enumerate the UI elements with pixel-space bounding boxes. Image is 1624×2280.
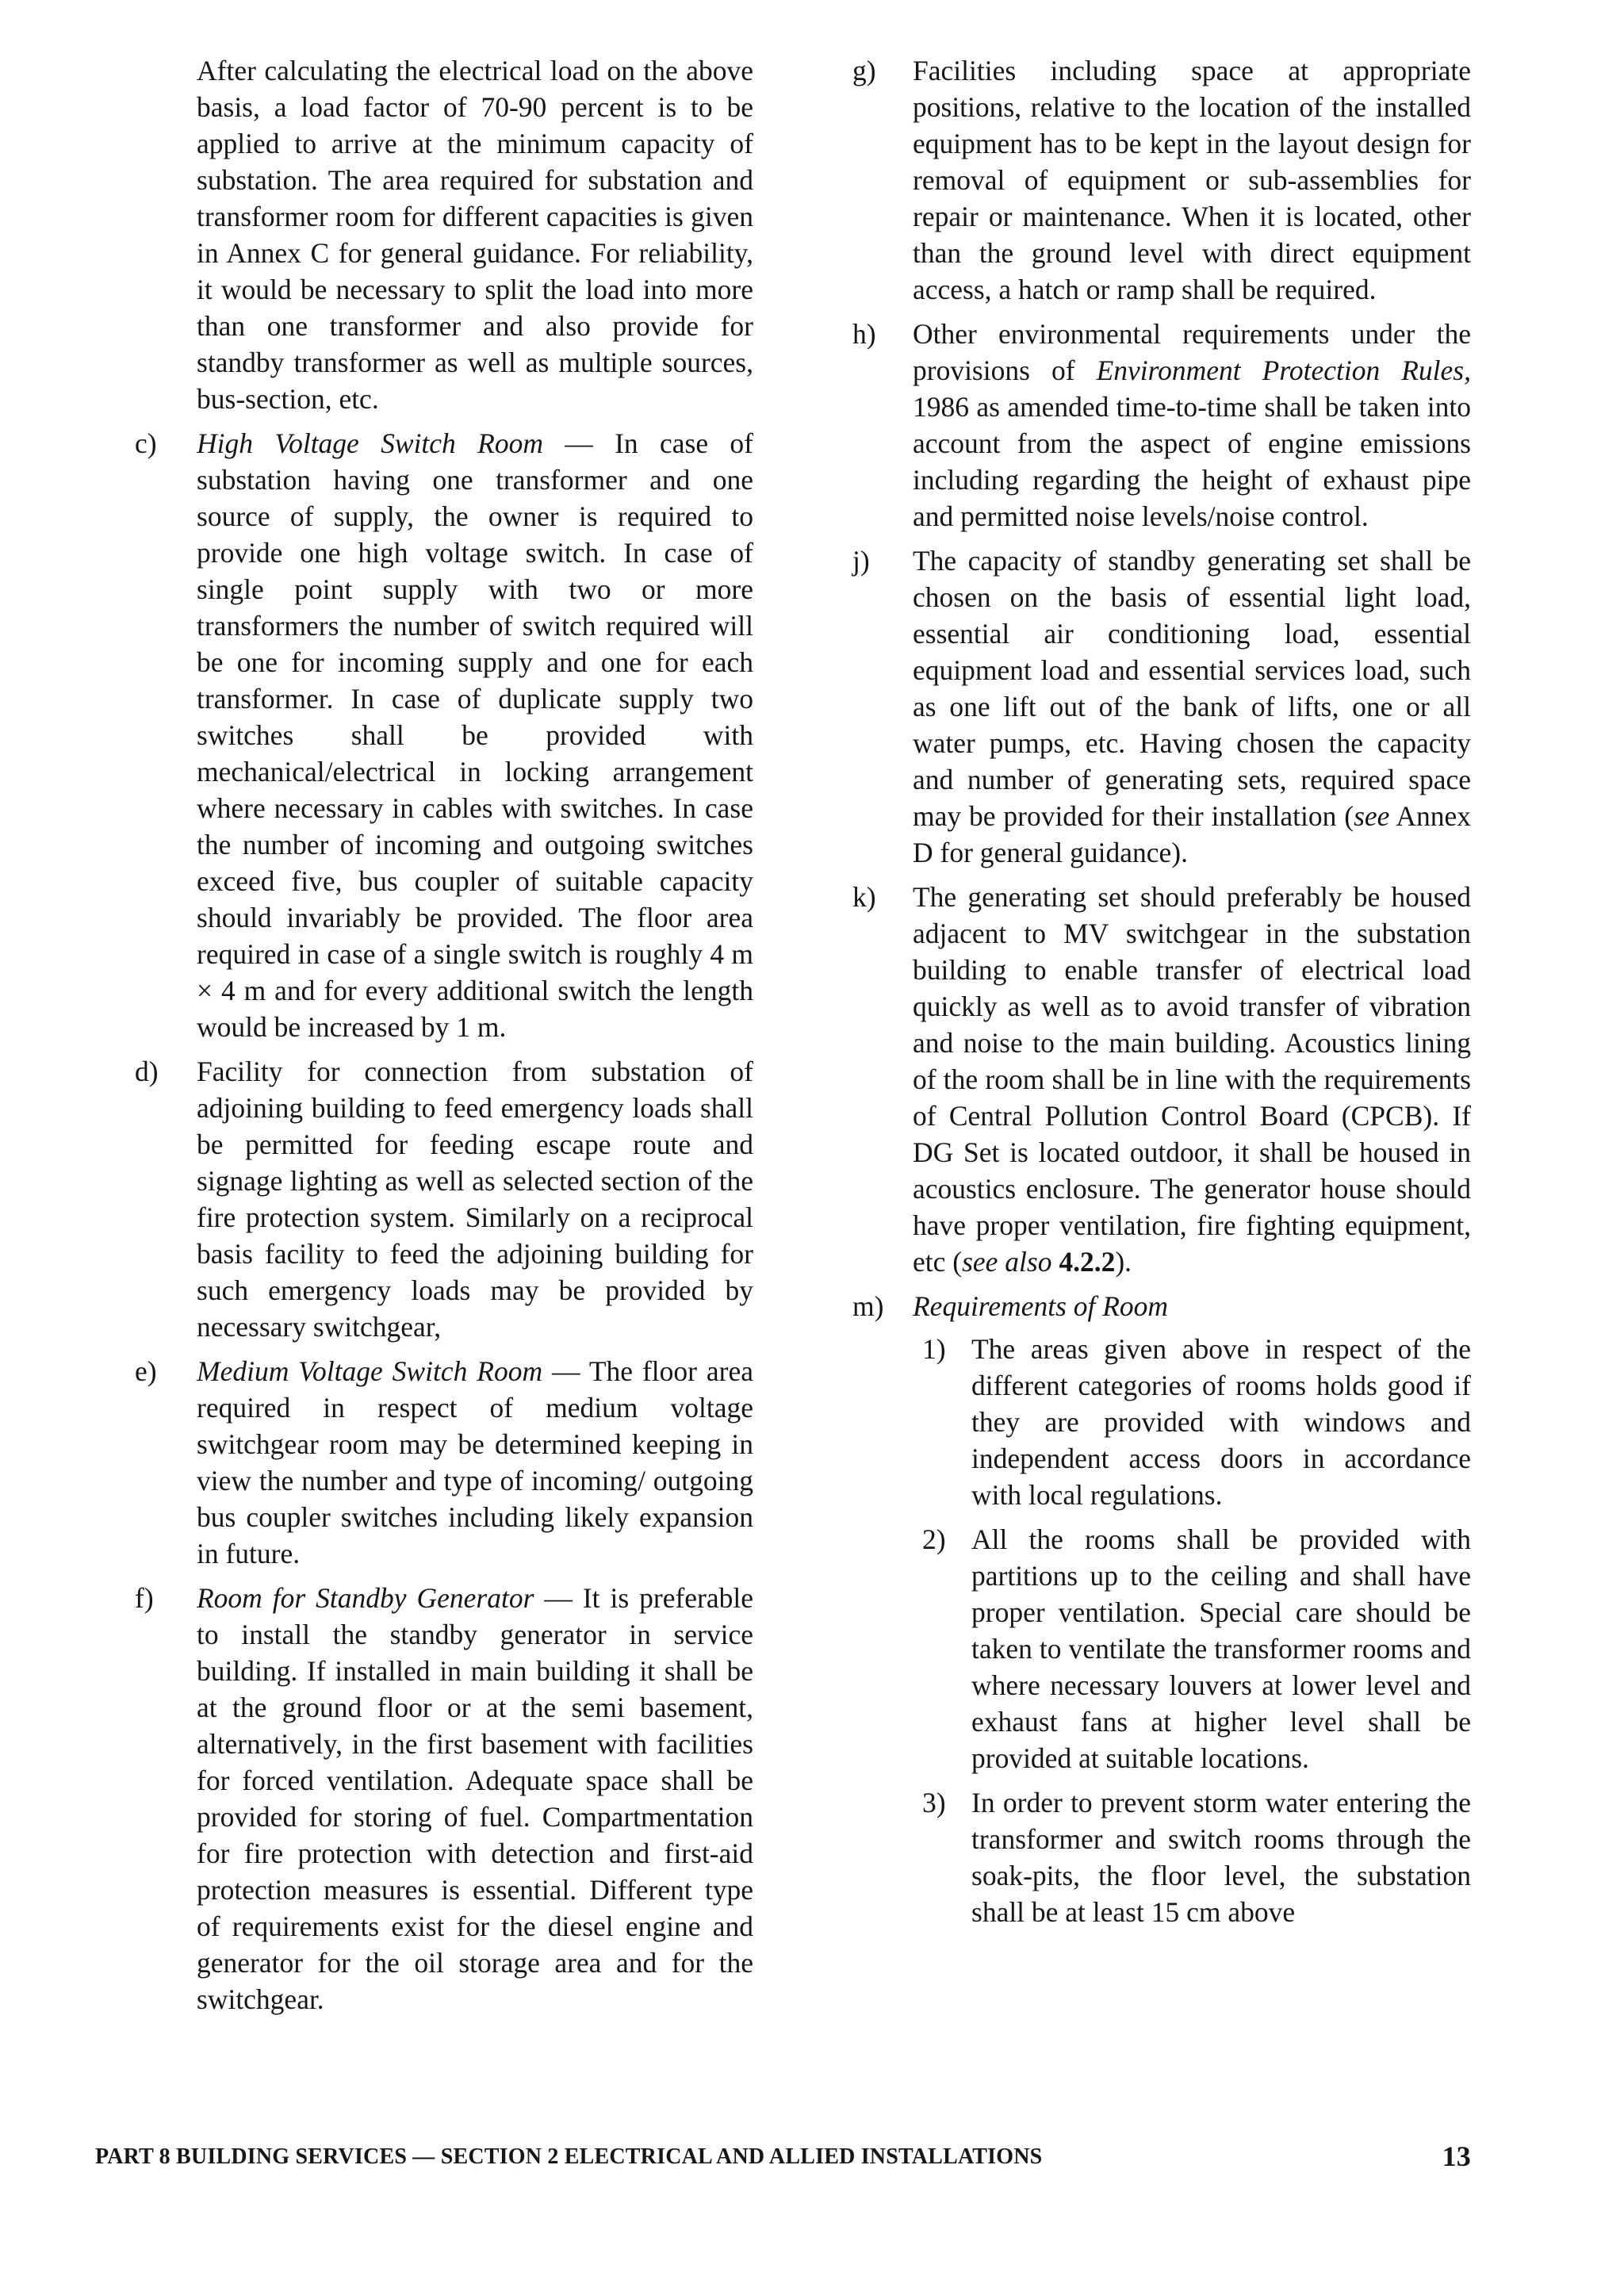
page-number: 13 (1442, 2140, 1471, 2172)
clause-text: Facilities including space at appropriate positions, relative to the location of the installed equipment has to be kept in the layout design for removal of equipment or sub-assemblies for repair or maintenance. When it is located, other than the ground level with direct equipment access, a hatch or ramp shall be required. (913, 55, 1471, 305)
subclause-text: All the rooms shall be provided with partitions up to the ceiling and shall have proper ventilation. Special care should be taken to ventilate the transformer rooms and where necessary louvers at lower level and exhaust fans at higher level shall be provided at suitable locations. (971, 1523, 1471, 1774)
clause-j: j) The capacity of standby generating set shall be chosen on the basis of essential light load, essential air conditioning load, essential equipment load and essential services load, such as one lift out of the bank of lifts, one or all water pumps, etc. Having chosen the capacity and number of generating sets, required space may be provided for their installation (see Annex D for general guidance). (852, 542, 1471, 871)
right-column (852, 52, 1471, 1938)
subclause-text: In order to prevent storm water entering the transformer and switch rooms through the soak-pits, the floor level, the substation shall be at least 15 cm above (971, 1787, 1471, 1928)
rules-title: Environment Protection Rules, (1096, 354, 1471, 386)
subclause-label: 3) (922, 1787, 946, 1818)
clause-label: j) (852, 545, 870, 577)
clause-text: In case of substation having one transformer and one source of supply, the owner is required to provide one high voltage switch. In case of single point supply with two or more transformers the number of switch required will be one for incoming supply and one for each transformer. In case of duplicate supply two switches shall be provided with mechanical/electrical in locking arrangement where necessary in cables with switches. In case the number of incoming and outgoing switches exceed five, bus coupler of suitable capacity should invariably be provided. The floor area required in case of a single switch is roughly 4 m × 4 m and for every additional switch the length would be increased by 1 m. (197, 427, 753, 1043)
clause-label: h) (852, 318, 876, 350)
subclause-2 (913, 1521, 1471, 1776)
clause-title: Requirements of Room (913, 1290, 1169, 1322)
subclause-3 (913, 1784, 1471, 1930)
clause-text: It is preferable to install the standby generator in service building. If installed in main building it shall be at the ground floor or at the semi basement, alternatively, in the first basement with facilities for forced ventilation. Adequate space shall be provided for storing of fuel. Compartmentation for fire protection with detection and first-aid protection measures is essential. Different type of requirements exist for the diesel engine and generator for the oil storage area and for the switchgear. (197, 1582, 754, 2015)
clause-k: k) The generating set should preferably be housed adjacent to MV switchgear in the substation building to enable transfer of electrical load quickly as well as to avoid transfer of vibration and noise to the main building. Acoustics lining of the room shall be in line with the requirements of Central Pollution Control Board (CPCB). If DG Set is located outdoor, it shall be housed in acoustics enclosure. The generator house should have proper ventilation, fire fighting equipment, etc (see also 4.2.2). (852, 879, 1471, 1280)
cross-reference: 4.2.2 (1059, 1246, 1116, 1278)
clause-label: e) (135, 1355, 157, 1387)
clause-text: The floor area required in respect of medium voltage switchgear room may be determined keeping in view the number and type of incoming/ outgoing bus coupler switches including likely expansion in future. (197, 1355, 754, 1569)
clause-g (852, 52, 1471, 308)
clause-c: c) High Voltage Switch Room — In case of substation having one transformer and one source of supply, the owner is required to provide one high voltage switch. In case of single point supply with two or more transformers the number of switch required will be one for incoming supply and one for each transformer. In case of duplicate supply two switches shall be provided with mechanical/electrical in locking arrangement where necessary in cables with switches. In case the number of incoming and outgoing switches exceed five, bus coupler of suitable capacity should invariably be provided. The floor area required in case of a single switch is roughly 4 m × 4 m and for every additional switch the length would be increased by 1 m. (103, 425, 753, 1045)
clause-title: Medium Voltage Switch Room (197, 1355, 543, 1387)
page-footer (95, 2140, 1471, 2171)
clause-label: d) (135, 1056, 159, 1087)
clause-m (852, 1288, 1471, 1930)
clause-label: k) (852, 881, 876, 913)
footer-title: PART 8 BUILDING SERVICES — SECTION 2 ELECTRICAL AND ALLIED INSTALLATIONS (95, 2144, 1043, 2169)
clause-e: e) Medium Voltage Switch Room — The floor area required in respect of medium voltage switchgear room may be determined keeping in view the number and type of incoming/ outgoing bus coupler switches including likely expansion in future. (103, 1353, 753, 1572)
clause-label: c) (135, 427, 157, 459)
clause-label: g) (852, 55, 876, 86)
subclause-label: 1) (922, 1333, 946, 1365)
clause-title: Room for Standby Generator (197, 1582, 534, 1614)
clause-text: Facility for connection from substation of adjoining building to feed emergency loads shall be permitted for feeding escape route and signage lighting as well as selected section of the fire protection system. Similarly on a reciprocal basis facility to feed the adjoining building for such emergency loads may be provided by necessary switchgear, (197, 1056, 753, 1343)
clause-label: m) (852, 1290, 884, 1322)
subclause-text: The areas given above in respect of the different categories of rooms holds good if they are provided with windows and independent access doors in accordance with local regulations. (971, 1333, 1471, 1511)
subclause-1 (913, 1331, 1471, 1513)
clause-h: h) Other environmental requirements under the provisions of Environment Protection Rules, 1986 as amended time-to-time shall be taken into account from the aspect of engine emissions including regarding the height of exhaust pipe and permitted noise levels/noise control. (852, 316, 1471, 535)
clause-d (103, 1053, 753, 1345)
left-column (103, 52, 753, 2025)
clause-title: High Voltage Switch Room (197, 427, 543, 459)
clause-label: f) (135, 1582, 154, 1614)
subclause-label: 2) (922, 1523, 946, 1555)
clause-f: f) Room for Standby Generator — It is preferable to install the standby generator in service building. If installed in main building it shall be at the ground floor or at the semi basement, alternatively, in the first basement with facilities for forced ventilation. Adequate space shall be provided for storing of fuel. Compartmentation for fire protection with detection and first-aid protection measures is essential. Different type of requirements exist for the diesel engine and generator for the oil storage area and for the switchgear. (103, 1580, 753, 2018)
intro-paragraph: After calculating the electrical load on the above basis, a load factor of 70-90 percent is to be applied to arrive at the minimum capacity of substation. The area required for substation and transformer room for different capacities is given in Annex C for general guidance. For reliability, it would be necessary to split the load into more than one transformer and also provide for standby transformer as well as multiple sources, bus-section, etc. (197, 55, 753, 415)
